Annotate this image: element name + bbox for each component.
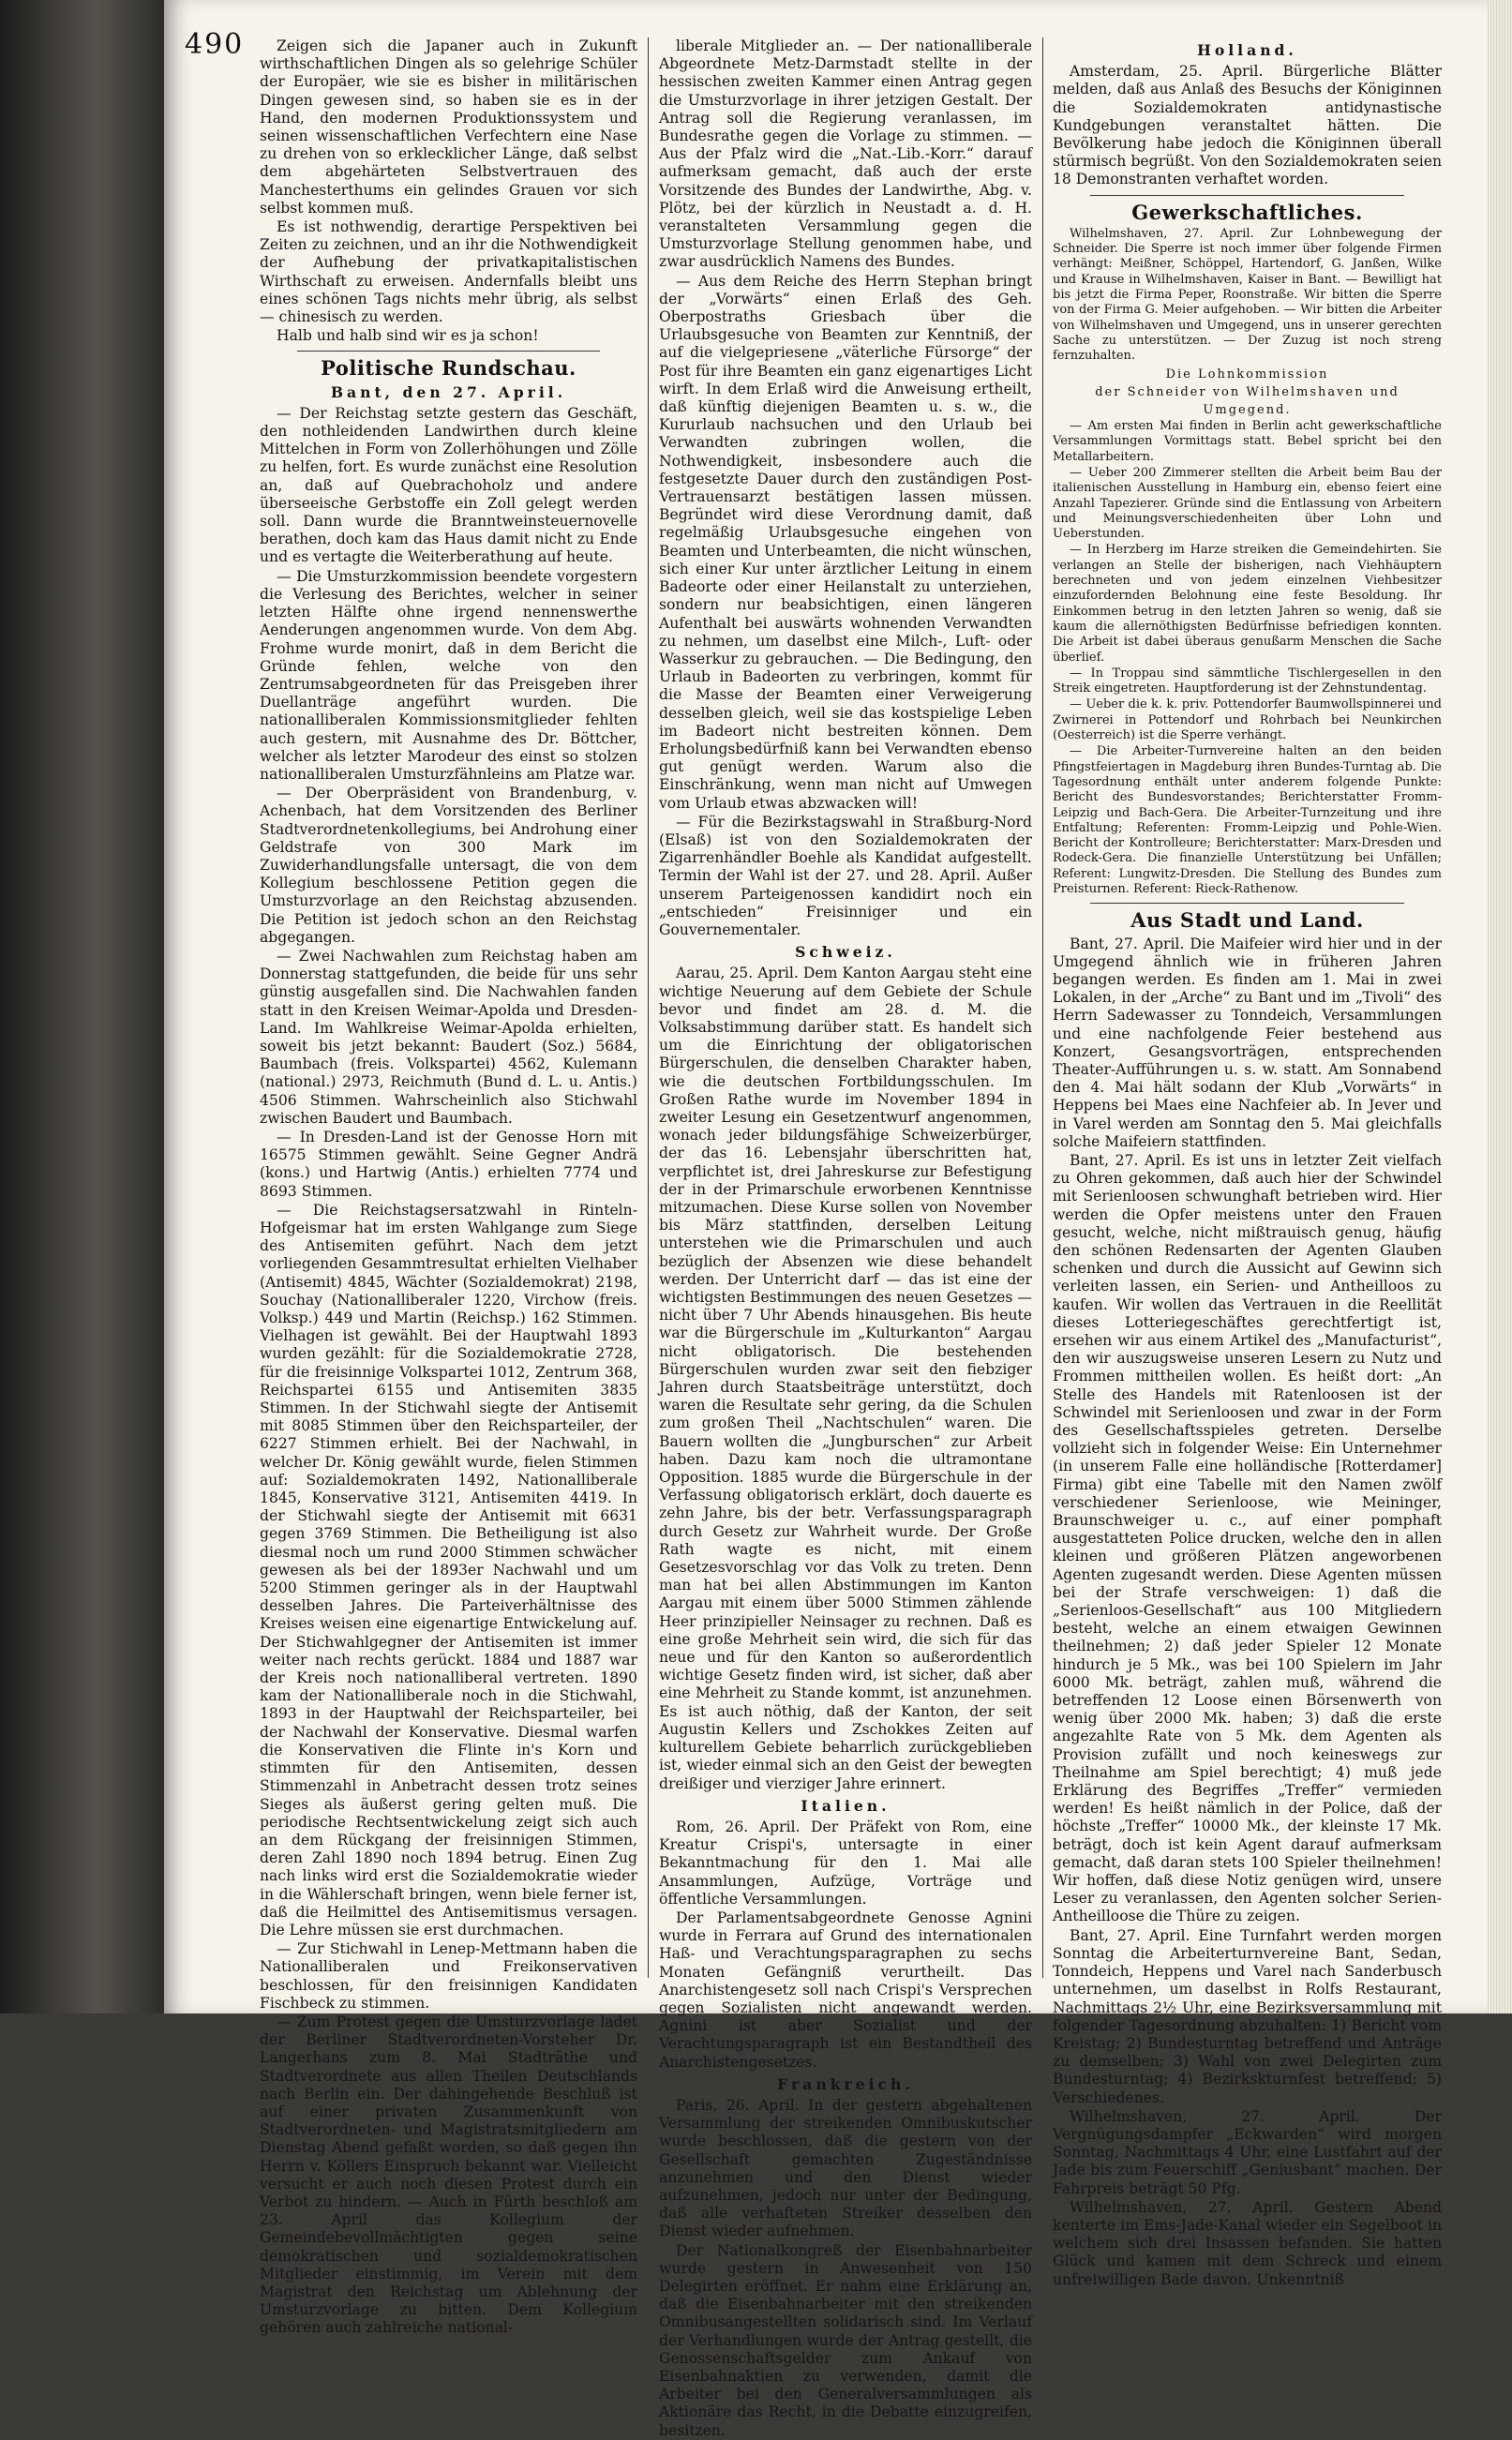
article-paragraph: Aarau, 25. April. Dem Kanton Aargau steht eine wichtige Neuerung auf dem Gebiete der Schule bevor und findet am 28. d. M. die Volksabstimmung darüber statt. Es handelt sich um die Einrichtung der obligatorischen Bürgerschulen, die denselben Charakter haben, wie die deutschen Fortbildungsschulen. Im Großen Rathe wurde im November 1894 in zweiter Lesung ein Gesetzentwurf angenommen, wonach jeder bildungsfähige Schweizerbürger, der das 16. Lebensjahr überschritten hat, verpflichtet ist, drei Jahreskurse zur Befestigung der in der Primarschule erworbenen Kenntnisse mitzumachen. Diese Kurse sollen von November bis März stattfinden, derselben Leitung unterstehen wie die Primarschulen und auch bezüglich der Absenzen wie diese behandelt werden. Der Unterricht darf — das ist eine der wichtigsten Bestimmungen des neuen Gesetzes — nicht über 7 Uhr Abends hinausgehen. Bis heute war die Bürgerschule im „Kulturkanton“ Aargau nicht obligatorisch. Die bestehenden Bürgerschulen wurden zwar seit den fiebziger Jahren durch Staatsbeiträge unterstützt, doch waren die Resultate sehr gering, da die Schulen zum großen Theil „Nachtschulen“ waren. Die Bauern wollten die „Jungburschen“ zur Arbeit haben. Dazu kam noch die ultramontane Opposition. 1885 wurde die Bürgerschule in der Verfassung obligatorisch erklärt, doch dauerte es zehn Jahre, bis der betr. Verfassungsparagraph durch Gesetz zur Wahrheit wurde. Der Große Rath wagte es nicht, mit einem Gesetzesvorschlag vor das Volk zu treten. Denn man hat bei allen Abstimmungen im Kanton Aargau mit einem über 5000 Stimmen zählende Heer prinzipieller Neinsager zu rechnen. Daß es eine große Mehrheit sein wird, die sich für das neue und für den Kanton so außerordentlich wichtige Gesetz finden wird, ist sicher, daß aber eine Mehrheit zu Stande kommt, ist anzunehmen. Es ist auch nöthig, daß der Kanton, der seit Augustin Kellers und Zschokkes Zeiten auf kulturellem Gebiete beharrlich zurückgeblieben ist, wieder einmal sich an den Geist der bewegten dreißiger und vierziger Jahre erinnert. [659, 965, 1032, 1792]
article-paragraph: Der Nationalkongreß der Eisenbahnarbeiter wurde gestern in Anwesenheit von 150 Delegirten eröffnet. Er nahm eine Erklärung an, daß die Eisenbahnarbeiter mit den streikenden Omnibusangestellten solidarisch sind. Im Verlauf der Verhandlungen wurde der Antrag gestellt, die Genossenschaftsgelder zum Ankauf von Eisenbahnaktien zu verwenden, damit die Arbeiter bei den Generalversammlungen als Aktionäre das Recht, in die Debatte einzugreifen, besitzen. [659, 2241, 1032, 2439]
section-heading: Politische Rundschau. [321, 356, 576, 381]
divider [1090, 903, 1404, 904]
article-paragraph: — In Herzberg im Harze streiken die Gemeindehirten. Sie verlangen an Stelle der bisherigen, nach Viehhäuptern berechneten und von jedem einzelnen Viehbesitzer einzufordernden Belohnung eine feste Besoldung. Ihr Einkommen betrug in den letzten Jahren so wenig, daß sie kaum die allernöthigsten Bedürfnisse befriedigen konnten. Die Arbeit ist dabei überaus genußarm Menschen die Sache überlief. [1053, 543, 1442, 665]
book-spine [0, 0, 164, 2013]
article-paragraph: — Die Reichstagsersatzwahl in Rinteln-Hofgeismar hat im ersten Wahlgange zum Siege des Antisemiten geführt. Nach dem jetzt vorliegenden Gesammtresultat erhielten Vielhaber (Antisemit) 4845, Wächter (Sozialdemokrat) 2198, Souchay (Nationalliberaler 1220, Virchow (freis. Volksp.) 449 und Martin (Reichsp.) 162 Stimmen. Vielhagen ist gewählt. Bei der Hauptwahl 1893 wurden gezählt: für die Sozialdemokratie 2728, für die freisinnige Volkspartei 1012, Zentrum 368, Reichspartei 6155 und Antisemiten 3835 Stimmen. In der Stichwahl siegte der Antisemit mit 8085 Stimmen über den Reichsparteiler, der 6227 Stimmen erhielt. Bei der Nachwahl, in welcher Dr. König gewählt wurde, fielen Stimmen auf: Sozialdemokraten 1492, Nationalliberale 1845, Konservative 3121, Antisemiten 4419. In der Stichwahl siegte der Antisemit mit 6631 gegen 3769 Stimmen. Die Betheiligung ist also diesmal noch um rund 2000 Stimmen schwächer gewesen als bei der 1893er Nachwahl und um 5200 Stimmen geringer als in der Hauptwahl desselben Jahres. Die Parteiverhältnisse des Kreises weisen eine eigenartige Entwickelung auf. Der Stichwahlgegner der Antisemiten ist immer weiter nach rechts gerückt. 1884 und 1887 war der Kreis noch nationalliberal vertreten. 1890 kam der Nationalliberale noch in die Stichwahl, 1893 in der Hauptwahl der Reichsparteiler, bei der Nachwahl der Konservative. Diesmal warfen die Konservativen die Flinte in's Korn und stimmten für den Antisemiten, dessen Stimmenzahl in Anbetracht dessen trotz seines Sieges als äußerst gering gelten muß. Die periodische Rechtsentwickelung zeigt sich auch an dem Rückgang der freisinnigen Stimmen, deren Zahl 1890 noch 1894 betrug. Einen Zug nach links wird erst die Sozialdemokratie wieder in die Wählerschaft bringen, wenn biele ferner ist, daß die Heilmittel des Antisemitismus versagen. Die Lehre müssen sie erst durchmachen. [260, 1201, 637, 1939]
article-paragraph: — Ueber die k. k. priv. Pottendorfer Baumwollspinnerei und Zwirnerei in Pottendorf und Rohrbach bei Neunkirchen (Oesterreich) ist die Sperre verhängt. [1053, 697, 1442, 743]
section-heading-italien: Italien. [801, 1796, 891, 1815]
article-paragraph: — Der Reichstag setzte gestern das Geschäft, den nothleidenden Landwirthen durch kleine Mittelchen in Form von Zollerhöhungen und Zölle zu helfen, fort. Es wurde zunächst eine Resolution an, daß auf Quebrachoholz und andere überseeische Gerbstoffe ein Zoll gelegt werden soll. Dann wurde die Branntweinsteuernovelle berathen, doch kam das Haus damit nicht zu Ende und es vertagte die Weiterberathung auf heute. [260, 404, 637, 566]
section-heading-schweiz: Schweiz. [795, 943, 896, 962]
article-paragraph: Zeigen sich die Japaner auch in Zukunft wirthschaftlichen Dingen als so gelehrige Schüler der Europäer, wie sie es bisher in militärischen Dingen gewesen sind, so haben sie es in der Hand, den modernen Produktionssystem und seinen wissenschaftlichen Verfechtern eine Nase zu drehen von so erklecklicher Länge, daß selbst dem abgehärteten Selbstvertrauen des Manchesterthums ein gelindes Grauen vor sich selbst kommen muß. [260, 37, 637, 217]
article-paragraph: — Für die Bezirkstagswahl in Straßburg-Nord (Elsaß) ist von den Sozialdemokraten der Zigarrenhändler Boehle als Kandidat aufgestellt. Termin der Wahl ist der 27. und 28. April. Außer unserem Parteigenossen kandidirt noch ein „entschieden“ Freisinniger und ein Gouvernementaler. [659, 813, 1032, 938]
column-3 [1053, 37, 1442, 2288]
column-2 [659, 37, 1032, 2439]
article-paragraph: Bant, 27. April. Eine Turnfahrt werden morgen Sonntag die Arbeiterturnvereine Bant, Sedan, Tonndeich, Heppens und Varel nach Sanderbusch unternehmen, um daselbst in Rolfs Restaurant, Nachmittags 2½ Uhr, eine Bezirksversammlung mit folgender Tagesordnung abzuhalten: 1) Bericht vom Kreistag; 2) Bundesturntag betreffend und Anträge zu demselben; 3) Wahl von zwei Delegirten zum Bundesturntag; 4) Bezirkskturnfest betreffend; 5) Verschiedenes. [1053, 1926, 1442, 2106]
article-paragraph: — Ueber 200 Zimmerer stellten die Arbeit beim Bau der italienischen Ausstellung in Hamburg ein, ebenso feiert eine Anzahl Tapezierer. Gründe sind die Entlassung von Arbeitern und Meinungsverschiedenheiten über Lohn und Ueberstunden. [1053, 466, 1442, 542]
article-paragraph: — Die Arbeiter-Turnvereine halten an den beiden Pfingstfeiertagen in Magdeburg ihren Bundes-Turntag ab. Die Tagesordnung enthält unter anderem folgende Punkte: Bericht des Bundesvorstandes; Berichterstatter Fromm-Leipzig und Bach-Gera. Die Arbeiter-Turnzeitung und ihre Entfaltung; Referenten: Fromm-Leipzig und Pohle-Wien. Bericht der Kontrolleure; Berichterstatter: Marx-Dresden und Rodeck-Gera. Die finanzielle Unterstützung bei Unfällen; Referent: Lungwitz-Dresden. Die Stellung des Bundes zum Preisturnen. Referent: Rieck-Rathenow. [1053, 744, 1442, 897]
article-paragraph: — Aus dem Reiche des Herrn Stephan bringt der „Vorwärts“ einen Erlaß des Geh. Oberpostraths Griesbach über die Urlaubsgesuche von Beamten zur Kenntniß, der auf die vielgepriesene „väterliche Fürsorge“ der Post für ihre Beamten ein ganz eigenartiges Licht wirft. In dem Erlaß wird die Anweisung ertheilt, daß künftig diejenigen Beamten u. s. w., die Kururlaub nachsuchen und den Urlaub bei Verwandten zubringen wollen, die Nothwendigkeit, insbesondere auch die festgesetzte Dauer durch den zuständigen Post-Vertrauensarzt bestätigen lassen müssen. Begründet wird diese Verordnung damit, daß regelmäßig Urlaubsgesuche eingehen von Beamten und Unterbeamten, die nicht wünschen, sich einer Kur unter ärztlicher Leitung in einem Badeorte oder einer Heilanstalt zu unterziehen, sondern nur beabsichtigen, einen längeren Aufenthalt bei auswärts wohnenden Verwandten zu nehmen, um daselbst eine Milch-, Luft- oder Wasserkur zu gebrauchen. — Die Bedingung, den Urlaub in Badeorten zu verbringen, kommt für die Masse der Beamten einer Verweigerung desselben gleich, weil sie das kostspielige Leben im Badeort nicht bestreiten können. Dem Erholungsbedürfniß kann bei Verwandten ebenso gut genügt werden. Warum also die Einschränkung, wenn man nicht auf Umwegen vom Urlaub etwas abzwacken will! [659, 272, 1032, 812]
article-paragraph: — In Dresden-Land ist der Genosse Horn mit 16575 Stimmen gewählt. Seine Gegner Andrä (kons.) und Hartwig (Antis.) erhielten 7774 und 8693 Stimmen. [260, 1128, 637, 1200]
section-heading-stadt-und-land: Aus Stadt und Land. [1130, 908, 1364, 933]
page-edge [1488, 0, 1512, 2013]
article-paragraph: liberale Mitglieder an. — Der nationalliberale Abgeordnete Metz-Darmstadt stellte in der hessischen zweiten Kammer einen Antrag gegen die Umsturzvorlage in ihrer jetzigen Gestalt. Der Antrag soll die Regierung veranlassen, im Bundesrathe gegen die Vorlage zu stimmen. — Aus der Pfalz wird die „Nat.-Lib.-Korr.“ darauf aufmerksam gemacht, daß auch der erste Vorsitzende des Bundes der Landwirthe, Abg. v. Plötz, bei der kürzlich in Neustadt a. d. H. veranstalteten Versammlung gegen die Umsturzvorlage Stellung genommen habe, und zwar ausdrücklich Namens des Bundes. [659, 37, 1032, 271]
article-paragraph: Rom, 26. April. Der Präfekt von Rom, eine Kreatur Crispi's, untersagte in einer Bekanntmachung für den 1. Mai alle Ansammlungen, Aufzüge, Vorträge und öffentliche Versammlungen. [659, 1818, 1032, 1908]
article-paragraph: — Zwei Nachwahlen zum Reichstag haben am Donnerstag stattgefunden, die beide für uns sehr günstig ausgefallen sind. Die Nachwahlen fanden statt in den Kreisen Weimar-Apolda und Dresden-Land. Im Wahlkreise Weimar-Apolda erhielten, soweit bis jetzt bekannt: Baudert (Soz.) 5684, Baumbach (freis. Volkspartei) 4562, Kulemann (national.) 2973, Reichmuth (Bund d. L. u. Antis.) 4506 Stimmen. Wahrscheinlich also Stichwahl zwischen Baudert und Baumbach. [260, 947, 637, 1127]
section-heading-holland: Holland. [1197, 41, 1297, 59]
newspaper-page [164, 0, 1512, 2439]
article-paragraph: Der Parlamentsabgeordnete Genosse Agnini wurde in Ferrara auf Grund des internationalen Haß- und Verachtungsparagraphen zu sechs Monaten Gefängniß verurtheilt. Das Anarchistengesetz soll nach Crispi's Versprechen gegen Sozialisten nicht angewandt werden. Agnini ist aber Sozialist und der Verachtungsparagraph ist ein Bestandtheil des Anarchistengesetzes. [659, 1909, 1032, 2071]
page-number: 490 [185, 28, 245, 61]
article-paragraph: Amsterdam, 25. April. Bürgerliche Blätter melden, daß aus Anlaß des Besuchs der Königinnen die Sozialdemokraten antidynastische Kundgebungen veranstaltet hätten. Die Bevölkerung habe jedoch die Königinnen überall stürmisch begrüßt. Von den Sozialdemokraten seien 18 Demonstranten verhaftet worden. [1053, 63, 1442, 188]
article-paragraph: Paris, 26. April. In der gestern abgehaltenen Versammlung der streikenden Omnibuskutscher wurde beschlossen, daß die gestern von der Gesellschaft gemachten Zugeständnisse anzunehmen und den Dienst wieder aufzunehmen, jedoch nur unter der Bedingung, daß alle verhafteten Streiker desselben den Dienst wieder aufnehmen. [659, 2096, 1032, 2240]
article-paragraph: Bant, 27. April. Die Maifeier wird hier und in der Umgegend ähnlich wie in früheren Jahren begangen werden. Es finden am 1. Mai in zwei Lokalen, in der „Arche“ zu Bant und im „Tivoli“ des Herrn Sadewasser zu Tonndeich, Versammlungen und eine nachfolgende Feier bestehend aus Konzert, Gesangsvorträgen, entsprechenden Theater-Aufführungen u. s. w. statt. Am Sonnabend den 4. Mai hält sodann der Klub „Vorwärts“ in Heppens bei Maes eine Nachfeier ab. In Jever und in Varel werden am Sonntag den 5. Mai gleichfalls solche Maifeiern stattfinden. [1053, 935, 1442, 1150]
article-paragraph: — Am ersten Mai finden in Berlin acht gewerkschaftliche Versammlungen Vormittags statt. Bebel spricht bei den Metallarbeitern. [1053, 419, 1442, 464]
dateline: Bant, den 27. April. [330, 382, 567, 401]
article-paragraph: Bant, 27. April. Es ist uns in letzter Zeit vielfach zu Ohren gekommen, daß auch hier der Schwindel mit Serienloosen schwunghaft betrieben wird. Hier werden die Opfer meistens unter den Frauen gesucht, welche, nicht mißtrauisch genug, häufig den schönen Redensarten der Agenten Glauben schenken und durch die Aussicht auf Gewinn sich verleiten lassen, ein Serien- und Antheilloos zu kaufen. Wir wollen das Vertrauen in die Reellität dieses Lotteriegeschäftes gerechtfertigt ist, ersehen wir aus einem Artikel des „Manufacturist“, den wir auszugsweise unseren Lesern zu Nutz und Frommen mittheilen wollen. Es heißt dort: „An Stelle des Handels mit Ratenloosen ist der Schwindel mit Serienloosen und zwar in der Form des Gesellschaftsspieles getreten. Derselbe vollzieht sich in folgender Weise: Ein Unternehmer (in unserem Falle eine holländische [Rotterdamer] Firma) gibt eine Tabelle mit den Namen zwölf verschiedener Serienloose, wie Meininger, Braunschweiger u. c., auf einer pomphaft ausgestatteten Police drucken, welche den in allen kleinen und größeren Plätzen angeworbenen Agenten zugesandt werden. Diese Agenten müssen bei der Strafe verschweigen: 1) daß die „Serienloos-Gesellschaft“ aus 100 Mitgliedern besteht, welche an einem etwaigen Gewinnen theilnehmen; 2) daß jeder Spieler 12 Monate hindurch je 5 Mk., was bei 100 Spielern im Jahr 6000 Mk. beträgt, zahlen muß, während die betreffenden 12 Loose einen Börsenwerth von wenig über 2000 Mk. haben; 3) daß die erste angezahlte Rate von 5 Mk. dem Agenten als Provision zufällt und noch keineswegs zur Theilnahme am Spiel berechtigt; 4) muß jede Erklärung des Begriffes „Treffer“ vermieden werden! Es heißt nämlich in der Police, daß der höchste „Treffer“ 10000 Mk., der kleinste 17 Mk. beträgt, doch ist kein Agent darauf aufmerksam gemacht, daß daran stets 100 Spieler theilnehmen! Wir hoffen, daß diese Notiz genügen wird, unsere Leser zu veranlassen, den Agenten solcher Serien-Antheilloose die Thüre zu zeigen. [1053, 1151, 1442, 1925]
column-rule [1042, 37, 1043, 1978]
section-heading-frankreich: Frankreich. [777, 2074, 914, 2093]
divider [297, 351, 600, 352]
section-heading-gewerkschaftliches: Gewerkschaftliches. [1131, 200, 1363, 224]
article-paragraph: — In Troppau sind sämmtliche Tischlergesellen in den Streik eingetreten. Hauptforderung ist der Zehnstundentag. [1053, 666, 1442, 696]
article-paragraph: Es ist nothwendig, derartige Perspektiven bei Zeiten zu zeichnen, und an ihr die Nothwendigkeit der Aufhebung der privatkapitalistischen Wirthschaft zu erweisen. Andernfalls bleibt uns eines schönen Tags nichts mehr übrig, als selbst — chinesisch zu werden. [260, 218, 637, 326]
column-1 [260, 37, 637, 2337]
article-paragraph: — Die Umsturzkommission beendete vorgestern die Verlesung des Berichtes, welcher in seiner letzten Hälfte ohne irgend nennenswerthe Aenderungen angenommen wurde. Von dem Abg. Frohme wurde monirt, daß in dem Bericht die Gründe fehlen, welche von den Zentrumsabgeordneten für das Preisgeben ihrer Duellanträge angeführt wurden. Die nationalliberalen Kommissionsmitglieder fehlten auch gestern, mit Ausnahme des Dr. Böttcher, welcher als letzter Marodeur des einst so stolzen nationalliberalen Umsturzfähnleins am Platze war. [260, 567, 637, 783]
article-paragraph: Wilhelmshaven, 27. April. Der Vergnügungsdampfer „Eckwarden“ wird morgen Sonntag, Nachmittags 4 Uhr, eine Lustfahrt auf der Jade bis zum Feuerschiff „Geniusbant“ machen. Der Fahrpreis beträgt 50 Pfg. [1053, 2107, 1442, 2197]
signature-line: der Schneider von Wilhelmshaven und Umgegend. [1095, 384, 1400, 417]
article-paragraph: Wilhelmshaven, 27. April. Gestern Abend kenterte im Ems-Jade-Kanal wieder ein Segelboot in welchem sich drei Insassen befanden. Sie hatten Glück und kamen mit dem Schreck und einem unfreiwilligen Bade davon. Unkenntniß [1053, 2198, 1442, 2288]
divider [1090, 195, 1404, 196]
signature-line: Die Lohnkommission [1165, 367, 1329, 382]
column-rule [648, 37, 649, 1978]
article-paragraph: Wilhelmshaven, 27. April. Zur Lohnbewegung der Schneider. Die Sperre ist noch immer über folgende Firmen verhängt: Meißner, Schöppel, Hartendorf, G. Janßen, Wilke und Krause in Wilhelmshaven, Kaiser in Bant. — Bewilligt hat bis jetzt die Firma Peper, Roonstraße. Wir bitten die Sperre von der Firma G. Meier aufgehoben. — Wir bitten die Arbeiter von Wilhelmshaven und Umgegend, uns in unserer gerechten Sache zu unterstützen. — Der Zuzug ist noch streng fernzuhalten. [1053, 226, 1442, 364]
article-paragraph: — Zum Protest gegen die Umsturzvorlage ladet der Berliner Stadtverordneten-Vorsteher Dr. Langerhans zum 8. Mai Stadträthe und Stadtverordnete aus allen Theilen Deutschlands nach Berlin ein. Der dahingehende Beschluß ist auf einer privaten Zusammenkunft von Stadtverordneten- und Magistratsmitgliedern am Dienstag Abend gefaßt worden, so daß gegen ihn Herrn v. Köllers Einspruch bekannt war. Vielleicht versucht er auch noch diesen Protest durch ein Verbot zu hindern. — Auch in Fürth beschloß am 23. April das Kollegium der Gemeindebevollmächtigten gegen seine demokratischen und sozialdemokratischen Mitglieder einstimmig, im Verein mit dem Magistrat den Reichstag um Ablehnung der Umsturzvorlage zu bitten. Dem Kollegium gehören auch zahlreiche national- [260, 2013, 637, 2337]
article-paragraph: — Zur Stichwahl in Lenep-Mettmann haben die Nationalliberalen und Freikonservativen beschlossen, für den freisinnigen Kandidaten Fischbeck zu stimmen. [260, 1940, 637, 2012]
article-paragraph: Halb und halb sind wir es ja schon! [277, 327, 539, 345]
article-paragraph: — Der Oberpräsident von Brandenburg, v. Achenbach, hat dem Vorsitzenden des Berliner Stadtverordnetenkollegiums, bei Androhung einer Geldstrafe von 300 Mark im Zuwiderhandlungsfalle untersagt, die von dem Kollegium beschlossene Petition gegen die Umsturzvorlage an den Reichstag abzusenden. Die Petition ist jedoch schon an den Reichstag abgegangen. [260, 785, 637, 946]
